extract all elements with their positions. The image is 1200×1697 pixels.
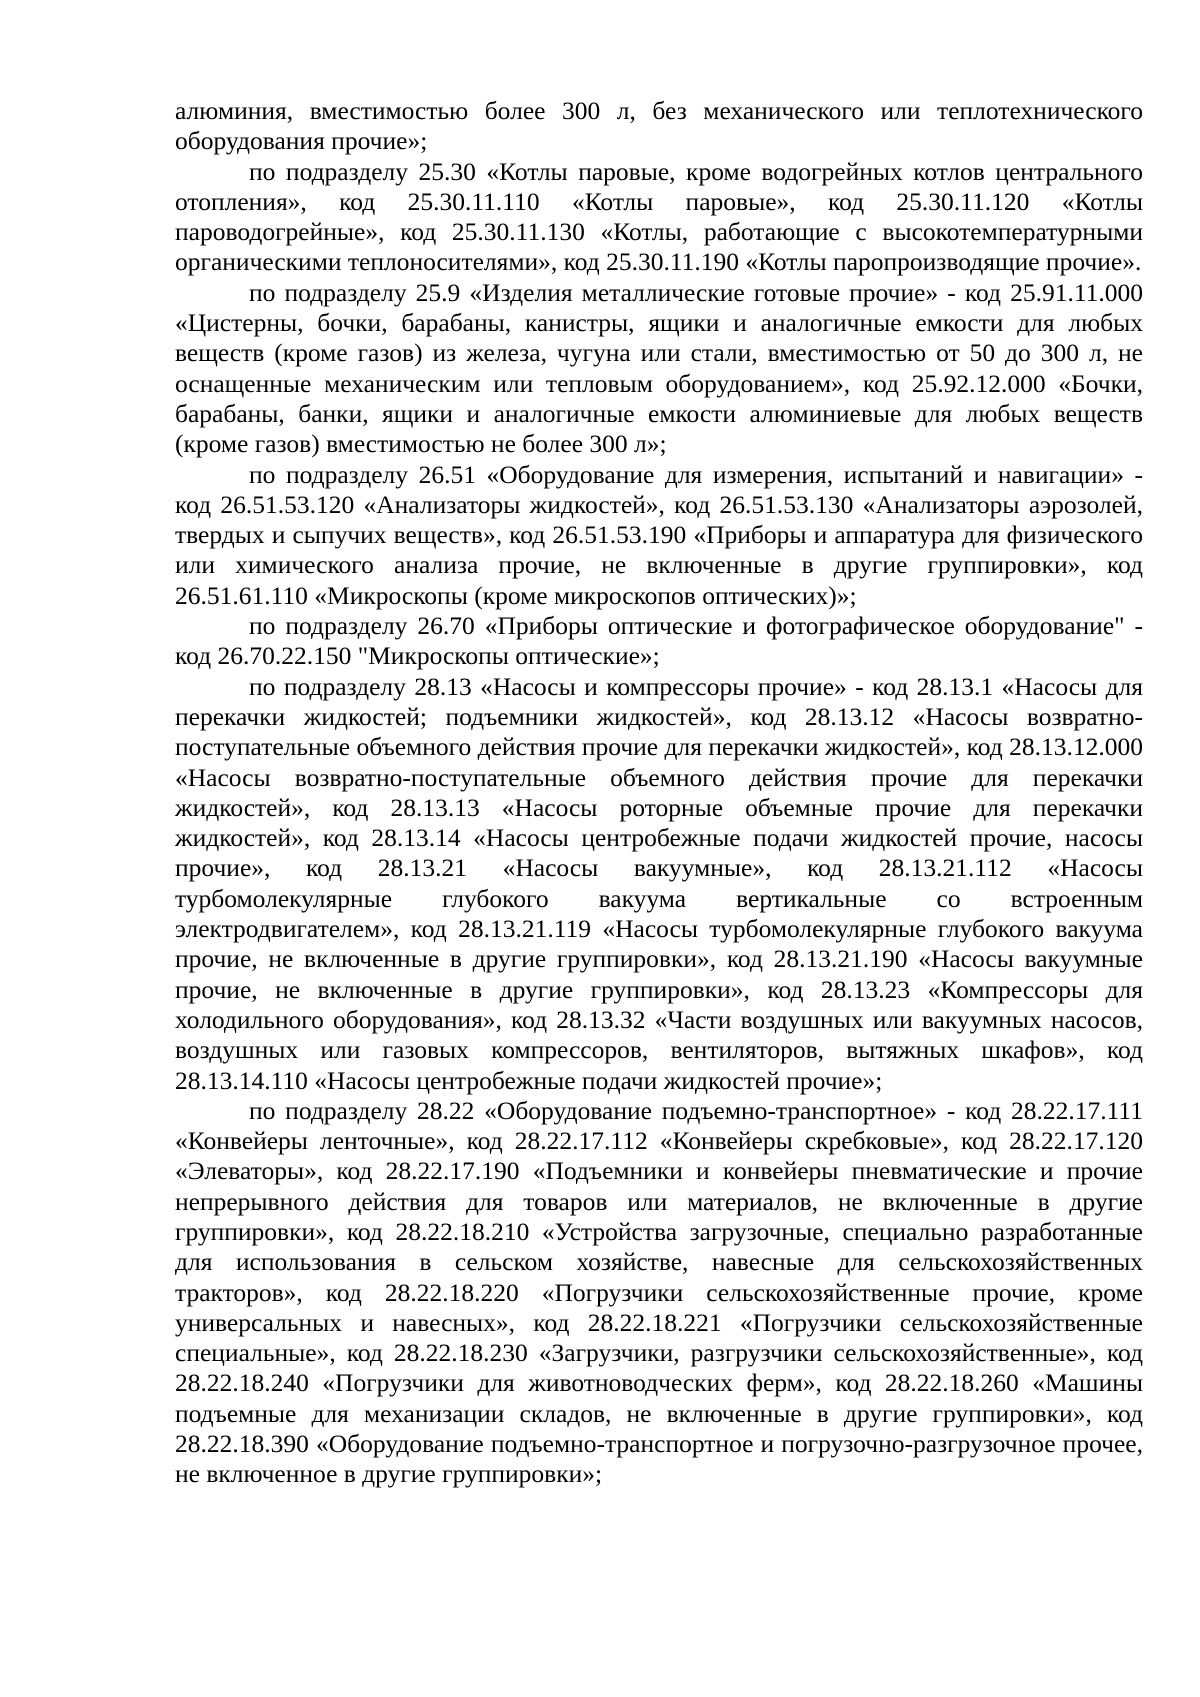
paragraph-subsection-26-70: по подразделу 26.70 «Приборы оптические и фотографическое оборудование" - код 26.70.22.150 "Микроскопы оптические»; (175, 611, 1143, 671)
document-page (175, 96, 1143, 1490)
paragraph-subsection-28-13: по подразделу 28.13 «Насосы и компрессоры прочие» - код 28.13.1 «Насосы для перекачки жидкостей; подъемники жидкостей», код 28.13.12 «Насосы возвратно-поступательные объемного действия прочие для перекачки жидкостей», код 28.13.12.000 «Насосы возвратно-поступательные объемного действия прочие для перекачки жидкостей», код 28.13.13 «Насосы роторные объемные прочие для перекачки жидкостей», код 28.13.14 «Насосы центробежные подачи жидкостей прочие, насосы прочие», код 28.13.21 «Насосы вакуумные», код 28.13.21.112 «Насосы турбомолекулярные глубокого вакуума вертикальные со встроенным электродвигателем», код 28.13.21.119 «Насосы турбомолекулярные глубокого вакуума прочие, не включенные в другие группировки», код 28.13.21.190 «Насосы вакуумные прочие, не включенные в другие группировки», код 28.13.23 «Компрессоры для холодильного оборудования», код 28.13.32 «Части воздушных или вакуумных насосов, воздушных или газовых компрессоров, вентиляторов, вытяжных шкафов», код 28.13.14.110 «Насосы центробежные подачи жидкостей прочие»; (175, 671, 1143, 1095)
paragraph-subsection-28-22: по подразделу 28.22 «Оборудование подъемно-транспортное» - код 28.22.17.111 «Конвейеры ленточные», код 28.22.17.112 «Конвейеры скребковые», код 28.22.17.120 «Элеваторы», код 28.22.17.190 «Подъемники и конвейеры пневматические и прочие непрерывного действия для товаров или материалов, не включенные в другие группировки», код 28.22.18.210 «Устройства загрузочные, специально разработанные для использования в сельском хозяйстве, навесные для сельскохозяйственных тракторов», код 28.22.18.220 «Погрузчики сельскохозяйственные прочие, кроме универсальных и навесных», код 28.22.18.221 «Погрузчики сельскохозяйственные специальные», код 28.22.18.230 «Загрузчики, разгрузчики сельскохозяйственные», код 28.22.18.240 «Погрузчики для животноводческих ферм», код 28.22.18.260 «Машины подъемные для механизации складов, не включенные в другие группировки», код 28.22.18.390 «Оборудование подъемно-транспортное и погрузочно-разгрузочное прочее, не включенное в другие группировки»; (175, 1095, 1143, 1489)
paragraph-subsection-25-30: по подразделу 25.30 «Котлы паровые, кроме водогрейных котлов центрального отопления», код 25.30.11.110 «Котлы паровые», код 25.30.11.120 «Котлы пароводогрейные», код 25.30.11.130 «Котлы, работающие с высокотемпературными органическими теплоносителями», код 25.30.11.190 «Котлы паропроизводящие прочие». (175, 156, 1143, 277)
paragraph-subsection-25-9: по подразделу 25.9 «Изделия металлические готовые прочие» - код 25.91.11.000 «Цистерны, бочки, барабаны, канистры, ящики и аналогичные емкости для любых веществ (кроме газов) из железа, чугуна или стали, вместимостью от 50 до 300 л, не оснащенные механическим или тепловым оборудованием», код 25.92.12.000 «Бочки, барабаны, банки, ящики и аналогичные емкости алюминиевые для любых веществ (кроме газов) вместимостью не более 300 л»; (175, 277, 1143, 459)
paragraph-continuation: алюминия, вместимостью более 300 л, без механического или теплотехнического оборудования прочие»; (175, 96, 1143, 156)
paragraph-subsection-26-51: по подразделу 26.51 «Оборудование для измерения, испытаний и навигации» - код 26.51.53.120 «Анализаторы жидкостей», код 26.51.53.130 «Анализаторы аэрозолей, твердых и сыпучих веществ», код 26.51.53.190 «Приборы и аппаратура для физического или химического анализа прочие, не включенные в другие группировки», код 26.51.61.110 «Микроскопы (кроме микроскопов оптических)»; (175, 459, 1143, 610)
